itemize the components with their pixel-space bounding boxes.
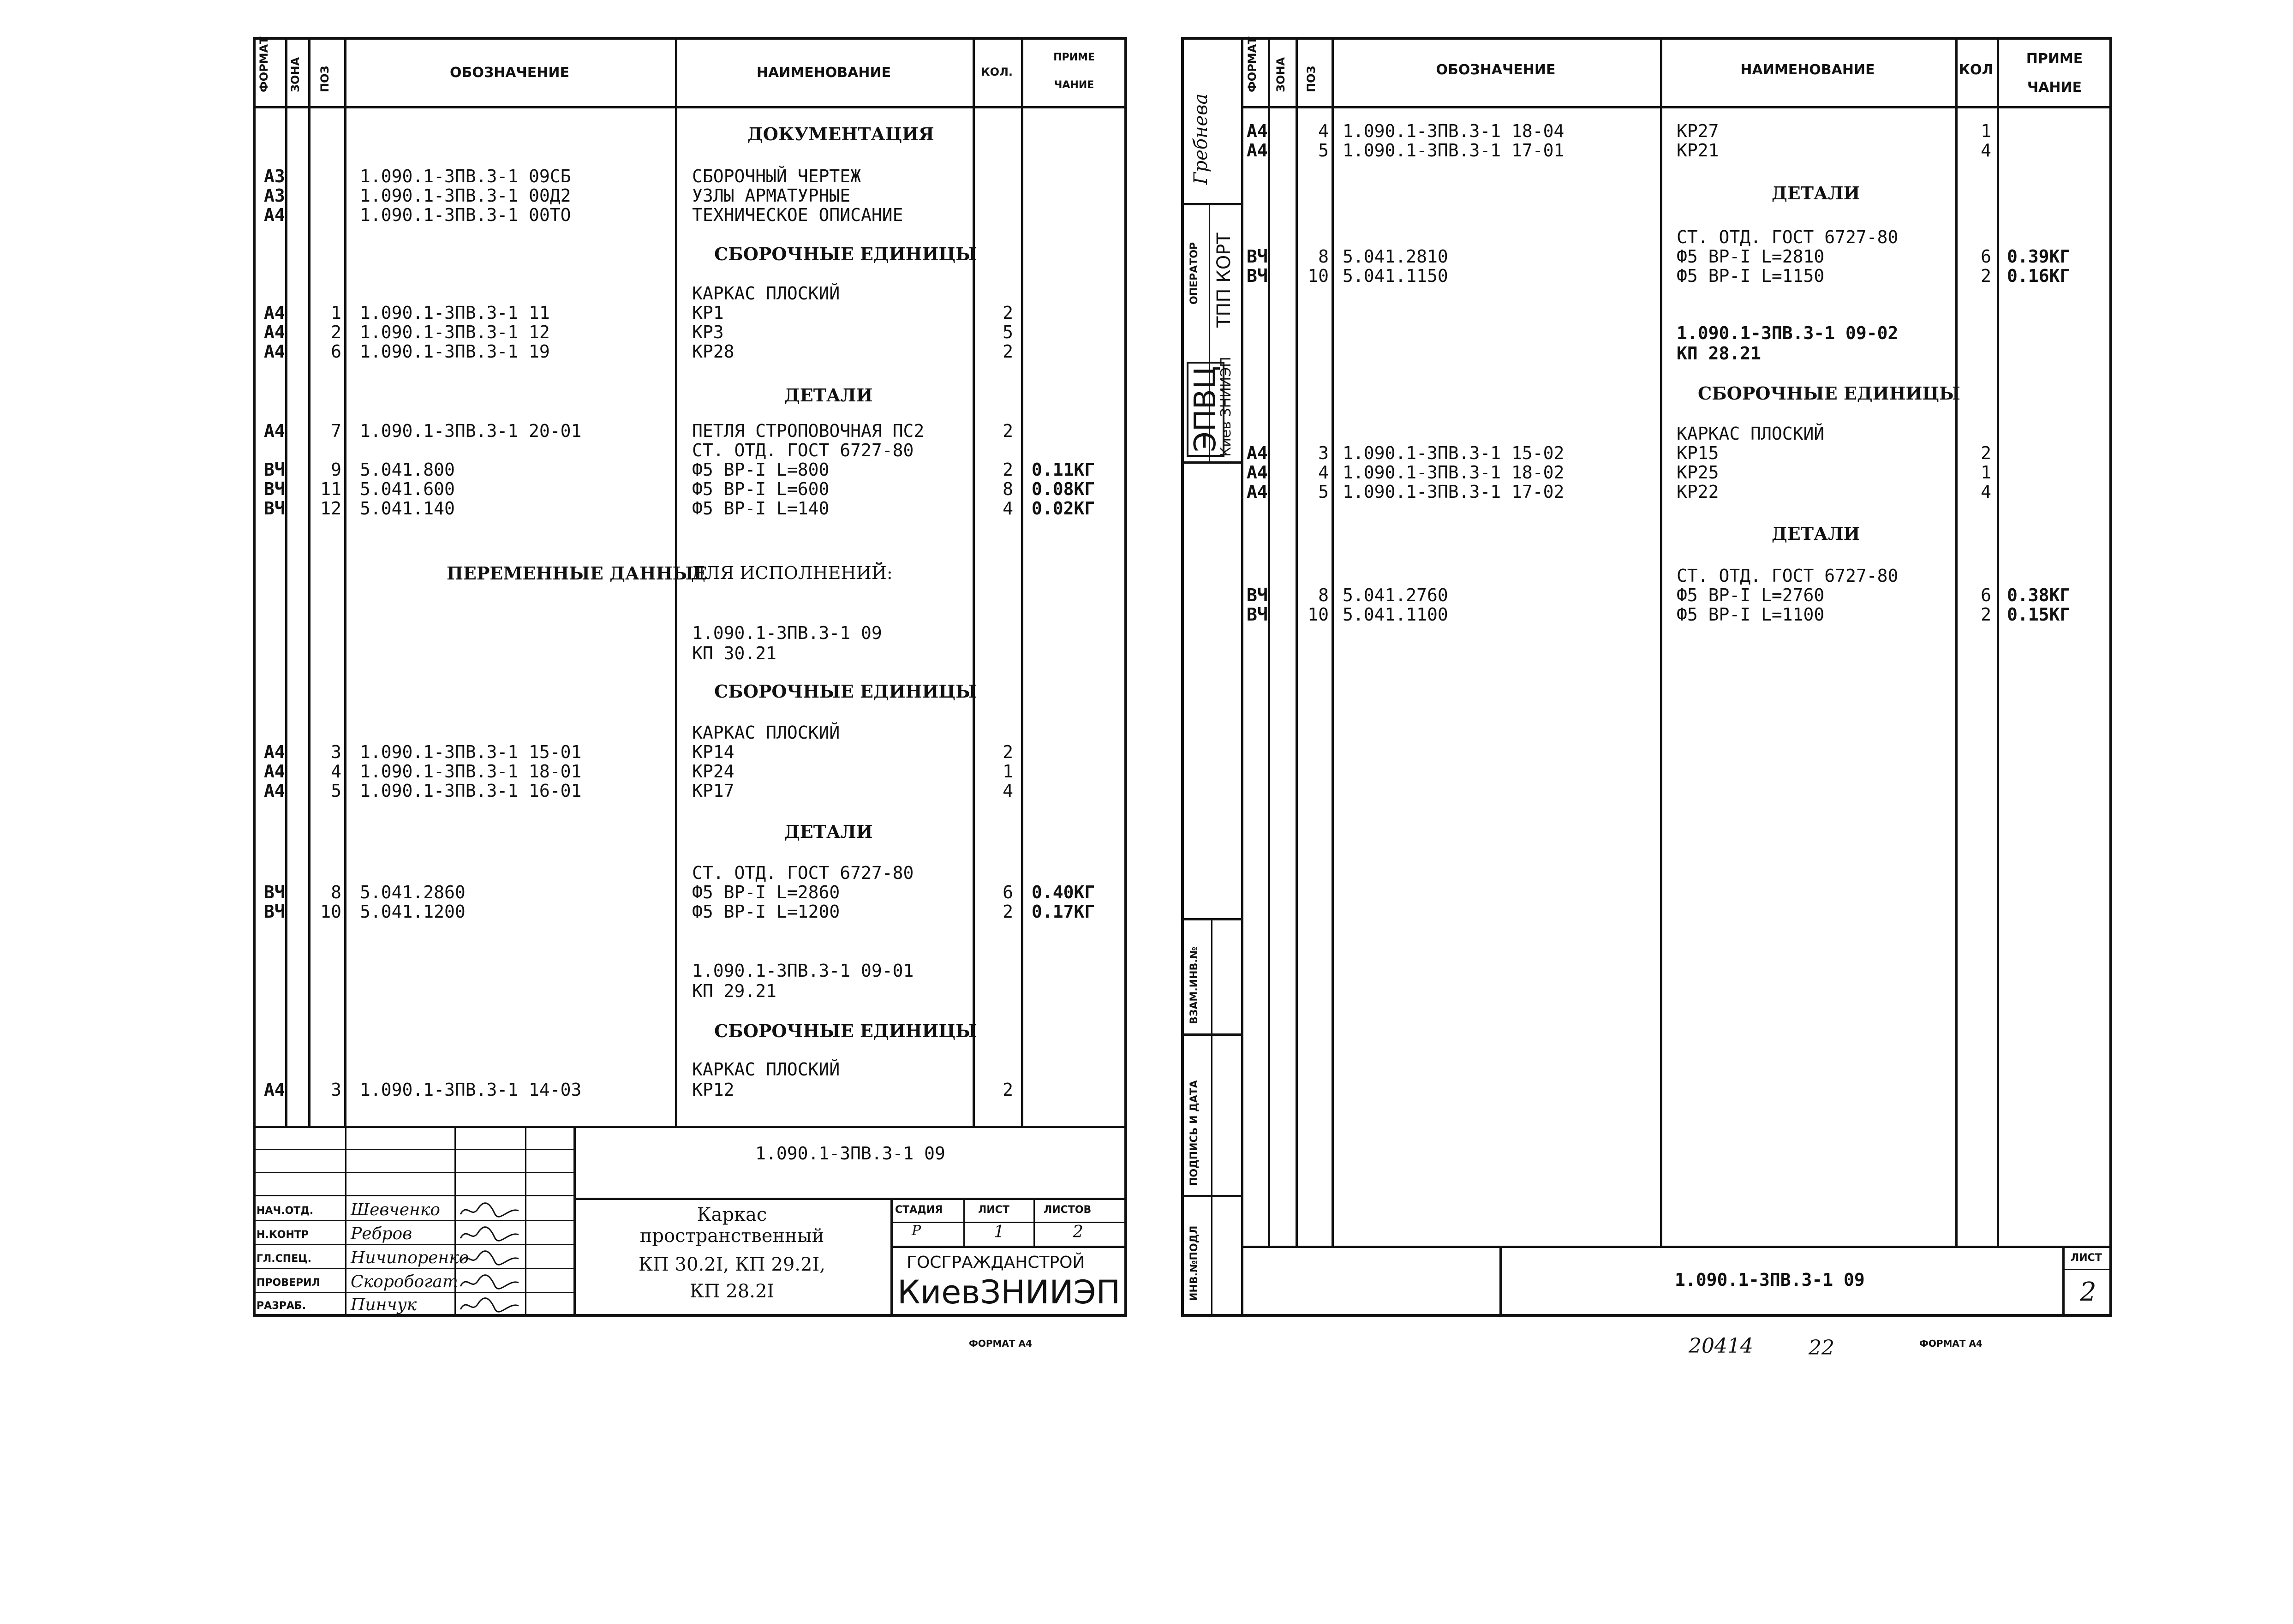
signature-scribble <box>458 1224 522 1245</box>
left-format-note: ФОРМАТ А4 <box>969 1338 1032 1349</box>
spec-format: А3 <box>264 185 285 206</box>
section-assembly-units-2: СБОРОЧНЫЕ ЕДИНИЦЫ <box>714 681 977 702</box>
spec-position: 5 <box>1318 482 1329 502</box>
sheet-label: ЛИСТ <box>978 1204 1009 1216</box>
spec-position: 10 <box>1308 604 1329 625</box>
spec-designation: 1.090.1-3ПВ.3-1 18-02 <box>1343 462 1564 483</box>
signature-scribble <box>458 1200 522 1221</box>
spec-name: Ф5 ВР-I L=1150 <box>1677 266 1825 286</box>
spec-designation: 1.090.1-3ПВ.3-1 20-01 <box>360 421 582 441</box>
right-format-note: ФОРМАТ А4 <box>1919 1338 1982 1349</box>
section-for-versions: ДЛЯ ИСПОЛНЕНИЙ: <box>691 563 893 583</box>
right-sheet-frame <box>1181 37 2112 1317</box>
r-section-assembly-units: СБОРОЧНЫЕ ЕДИНИЦЫ <box>1698 383 1960 404</box>
spec-name: Ф5 ВР-I L=2760 <box>1677 585 1825 605</box>
spec-name: ПЕТЛЯ СТРОПОВОЧНАЯ ПС2 <box>692 421 925 441</box>
signature-scribble <box>458 1296 522 1316</box>
spec-designation: 1.090.1-3ПВ.3-1 17-02 <box>1343 482 1564 502</box>
r-header-name: НАИМЕНОВАНИЕ <box>1740 62 1875 78</box>
spec-designation: 5.041.2810 <box>1343 246 1448 267</box>
spec-quantity: 6 <box>1003 882 1013 902</box>
r-section-details-2: ДЕТАЛИ <box>1772 523 1860 544</box>
title-line-2: пространственный <box>639 1225 824 1247</box>
spec-name: КР12 <box>692 1080 734 1100</box>
spec-position: 4 <box>1318 462 1329 483</box>
spec-quantity: 2 <box>1981 604 1991 625</box>
inv-orig-label: ИНВ.№ПОДЛ <box>1188 1225 1200 1301</box>
spec-position: 1 <box>331 303 341 323</box>
role-person: Ребров <box>351 1224 412 1243</box>
spec-format: А4 <box>264 341 285 362</box>
operator-name: Гребнева <box>1190 93 1212 185</box>
spec-note: 0.39КГ <box>2007 246 2071 267</box>
spec-format: ВЧ <box>264 460 285 480</box>
org-top: ГОСГРАЖДАНСТРОЙ <box>907 1253 1085 1272</box>
spec-quantity: 4 <box>1981 482 1991 502</box>
signature-scribble <box>458 1272 522 1293</box>
role-label: Н.КОНТР <box>257 1229 309 1241</box>
operator-label: ОПЕРАТОР <box>1188 242 1200 304</box>
spec-name: СБОРОЧНЫЙ ЧЕРТЕЖ <box>692 166 861 186</box>
spec-position: 8 <box>1318 585 1329 605</box>
header-zone: ЗОНА <box>289 57 302 92</box>
section-documentation: ДОКУМЕНТАЦИЯ <box>747 124 934 144</box>
spec-format: ВЧ <box>264 479 285 499</box>
r-header-designation: ОБОЗНАЧЕНИЕ <box>1436 62 1556 78</box>
spec-format: А3 <box>264 166 285 186</box>
spec-name: Ф5 ВР-I L=140 <box>692 498 830 519</box>
spec-designation: 1.090.1-3ПВ.3-1 19 <box>360 341 550 362</box>
spec-note: 0.38КГ <box>2007 585 2071 605</box>
spec-format: ВЧ <box>264 498 285 519</box>
section-assembly-units-3: СБОРОЧНЫЕ ЕДИНИЦЫ <box>714 1021 977 1041</box>
spec-name: КР24 <box>692 761 734 782</box>
spec-designation: 1.090.1-3ПВ.3-1 15-01 <box>360 742 582 762</box>
spec-name: Ф5 ВР-I L=1100 <box>1677 604 1825 625</box>
stamp-bottom: Киев ЗНИИЭП <box>1218 357 1234 457</box>
spec-designation: 1.090.1-3ПВ.3-1 17-01 <box>1343 140 1564 161</box>
spec-name: ТЕХНИЧЕСКОЕ ОПИСАНИЕ <box>692 205 903 225</box>
spec-quantity: 1 <box>1981 121 1991 141</box>
section-details-2: ДЕТАЛИ <box>784 821 873 842</box>
spec-format: А4 <box>264 421 285 441</box>
title-doc-code: 1.090.1-3ПВ.3-1 09 <box>755 1143 945 1164</box>
spec-quantity: 2 <box>1003 742 1013 762</box>
role-label: ПРОВЕРИЛ <box>257 1277 320 1289</box>
spec-name: СТ. ОТД. ГОСТ 6727-80 <box>692 440 914 460</box>
spec-quantity: 1 <box>1003 761 1013 782</box>
header-note-2: ЧАНИЕ <box>1054 79 1094 91</box>
spec-format: А4 <box>264 761 285 782</box>
spec-name: Ф5 ВР-I L=2810 <box>1677 246 1825 267</box>
spec-name: Ф5 ВР-I L=600 <box>692 479 830 499</box>
spec-note: 0.16КГ <box>2007 266 2071 286</box>
header-designation: ОБОЗНАЧЕНИЕ <box>450 65 569 81</box>
spec-designation: 1.090.1-3ПВ.3-1 00ТО <box>360 205 571 225</box>
spec-quantity: 2 <box>1003 902 1013 922</box>
spec-format: А4 <box>264 1080 285 1100</box>
spec-format: А4 <box>1247 443 1268 463</box>
header-qty: КОЛ. <box>980 66 1013 78</box>
spec-designation: 5.041.2860 <box>360 882 466 902</box>
spec-format: А4 <box>1247 121 1268 141</box>
spec-name: КР21 <box>1677 140 1719 161</box>
spec-position: 8 <box>1318 246 1329 267</box>
section-variable-data: ПЕРЕМЕННЫЕ ДАННЫЕ <box>447 563 707 584</box>
r-header-note-2: ЧАНИЕ <box>2027 79 2082 96</box>
spec-name: СТ. ОТД. ГОСТ 6727-80 <box>692 863 914 883</box>
stamp-top: ЭПВЦ <box>1187 362 1224 457</box>
spec-name: УЗЛЫ АРМАТУРНЫЕ <box>692 185 851 206</box>
spec-name: СТ. ОТД. ГОСТ 6727-80 <box>1677 566 1899 586</box>
spec-designation: 1.090.1-3ПВ.3-1 15-02 <box>1343 443 1564 463</box>
spec-name: КАРКАС ПЛОСКИЙ <box>692 1059 840 1080</box>
spec-format: А4 <box>264 781 285 801</box>
spec-position: 10 <box>320 902 341 922</box>
stage-value: Р <box>912 1223 921 1239</box>
spec-format: А4 <box>264 303 285 323</box>
spec-designation: 1.090.1-3ПВ.3-1 14-03 <box>360 1080 582 1100</box>
spec-designation: 1.090.1-3ПВ.3-1 18-04 <box>1343 121 1564 141</box>
spec-quantity: 2 <box>1003 1080 1013 1100</box>
inv-replace-label: ВЗАМ.ИНВ.№ <box>1188 946 1200 1024</box>
spec-format: А4 <box>264 205 285 225</box>
spec-name: КАРКАС ПЛОСКИЙ <box>692 722 840 743</box>
role-person: Пинчук <box>351 1296 417 1314</box>
r-header-format: ФОРМАТ <box>1246 36 1259 92</box>
spec-quantity: 4 <box>1981 140 1991 161</box>
header-pos: ПОЗ <box>318 66 331 92</box>
spec-name: КАРКАС ПЛОСКИЙ <box>1677 424 1825 444</box>
r-header-note-1: ПРИМЕ <box>2026 51 2083 67</box>
spec-designation: 5.041.140 <box>360 498 455 519</box>
spec-quantity: 2 <box>1003 421 1013 441</box>
spec-position: 11 <box>320 479 341 499</box>
spec-position: 4 <box>331 761 341 782</box>
spec-format: ВЧ <box>264 882 285 902</box>
sheet-value: 1 <box>994 1223 1004 1242</box>
spec-name: КР15 <box>1677 443 1719 463</box>
header-format: ФОРМАТ <box>257 36 270 92</box>
spec-name: КР14 <box>692 742 734 762</box>
spec-format: ВЧ <box>1247 246 1268 267</box>
r-header-pos: ПОЗ <box>1305 66 1318 92</box>
spec-name: Ф5 ВР-I L=2860 <box>692 882 840 902</box>
spec-quantity: 2 <box>1003 303 1013 323</box>
spec-name: КР1 <box>692 303 724 323</box>
spec-format: ВЧ <box>264 902 285 922</box>
left-sheet-frame <box>253 37 1127 1317</box>
spec-quantity: 1 <box>1981 462 1991 483</box>
spec-designation: 1.090.1-3ПВ.3-1 09СБ <box>360 166 571 186</box>
r-sheet-label: ЛИСТ <box>2071 1252 2102 1264</box>
spec-position: 9 <box>331 460 341 480</box>
header-note-1: ПРИМЕ <box>1053 52 1095 63</box>
spec-position: 7 <box>331 421 341 441</box>
spec-note: 0.02КГ <box>1032 498 1095 519</box>
spec-designation: 5.041.1150 <box>1343 266 1448 286</box>
spec-quantity: 5 <box>1003 322 1013 342</box>
stage-label: СТАДИЯ <box>895 1204 943 1216</box>
r-section-details: ДЕТАЛИ <box>1772 183 1860 203</box>
spec-name: КР28 <box>692 341 734 362</box>
spec-designation: 1.090.1-3ПВ.3-1 00Д2 <box>360 185 571 206</box>
spec-note: 0.15КГ <box>2007 604 2071 625</box>
spec-quantity: 2 <box>1003 460 1013 480</box>
spec-position: 12 <box>320 498 341 519</box>
title-line-3: КП 30.2I, КП 29.2I, <box>639 1254 825 1275</box>
spec-name: Ф5 ВР-I L=1200 <box>692 902 840 922</box>
sheets-label: ЛИСТОВ <box>1044 1204 1092 1216</box>
spec-designation: 1.090.1-3ПВ.3-1 16-01 <box>360 781 582 801</box>
role-person: Шевченко <box>351 1200 440 1219</box>
spec-designation: 5.041.800 <box>360 460 455 480</box>
spec-format: А4 <box>264 742 285 762</box>
spec-note: 0.08КГ <box>1032 479 1095 499</box>
r-sheet-value: 2 <box>2080 1277 2096 1307</box>
spec-quantity: 4 <box>1003 781 1013 801</box>
spec-format: А4 <box>1247 462 1268 483</box>
r-header-zone: ЗОНА <box>1274 57 1287 92</box>
spec-format: А4 <box>264 322 285 342</box>
spec-name: КР3 <box>692 322 724 342</box>
r-header-qty: КОЛ <box>1959 62 1994 78</box>
sheets-value: 2 <box>1073 1223 1083 1242</box>
spec-position: 4 <box>1318 121 1329 141</box>
section-details: ДЕТАЛИ <box>784 385 873 406</box>
spec-note: 0.11КГ <box>1032 460 1095 480</box>
page-number: 22 <box>1809 1336 1834 1360</box>
spec-quantity: 6 <box>1981 585 1991 605</box>
title-line-4: КП 28.2I <box>689 1281 775 1302</box>
sign-date-label: ПОДПИСЬ И ДАТА <box>1188 1080 1200 1186</box>
org-main: КиевЗНИИЭП <box>897 1273 1121 1311</box>
role-label: НАЧ.ОТД. <box>257 1205 314 1217</box>
spec-name: КР27 <box>1677 121 1719 141</box>
spec-designation: 5.041.1100 <box>1343 604 1448 625</box>
spec-quantity: 2 <box>1003 341 1013 362</box>
spec-name: КАРКАС ПЛОСКИЙ <box>692 283 840 304</box>
title-line-1: Каркас <box>697 1204 767 1225</box>
spec-position: 6 <box>331 341 341 362</box>
spec-name: КР22 <box>1677 482 1719 502</box>
spec-designation: 1.090.1-3ПВ.3-1 11 <box>360 303 550 323</box>
spec-quantity: 4 <box>1003 498 1013 519</box>
spec-position: 3 <box>1318 443 1329 463</box>
role-label: ГЛ.СПЕЦ. <box>257 1253 312 1265</box>
spec-position: 5 <box>1318 140 1329 161</box>
header-name: НАИМЕНОВАНИЕ <box>756 65 891 81</box>
spec-name: КР17 <box>692 781 734 801</box>
spec-designation: 5.041.600 <box>360 479 455 499</box>
role-person: Ничипоренко <box>351 1248 469 1267</box>
spec-designation: 5.041.1200 <box>360 902 466 922</box>
spec-position: 8 <box>331 882 341 902</box>
spec-quantity: 2 <box>1981 266 1991 286</box>
spec-note: 0.17КГ <box>1032 902 1095 922</box>
spec-position: 5 <box>331 781 341 801</box>
spec-designation: 1.090.1-3ПВ.3-1 18-01 <box>360 761 582 782</box>
archive-number: 20414 <box>1689 1334 1753 1358</box>
spec-position: 2 <box>331 322 341 342</box>
spec-quantity: 8 <box>1003 479 1013 499</box>
spec-format: ВЧ <box>1247 266 1268 286</box>
spec-name: СТ. ОТД. ГОСТ 6727-80 <box>1677 227 1899 247</box>
spec-position: 10 <box>1308 266 1329 286</box>
tpp-label: ТПП КОРТ <box>1213 233 1235 328</box>
role-person: Скоробогат <box>351 1272 458 1291</box>
spec-position: 3 <box>331 1080 341 1100</box>
role-label: РАЗРАБ. <box>257 1300 306 1312</box>
spec-position: 3 <box>331 742 341 762</box>
section-assembly-units: СБОРОЧНЫЕ ЕДИНИЦЫ <box>714 244 977 264</box>
spec-note: 0.40КГ <box>1032 882 1095 902</box>
spec-designation: 5.041.2760 <box>1343 585 1448 605</box>
spec-name: КР25 <box>1677 462 1719 483</box>
spec-quantity: 6 <box>1981 246 1991 267</box>
spec-format: А4 <box>1247 140 1268 161</box>
spec-quantity: 2 <box>1981 443 1991 463</box>
signature-scribble <box>458 1248 522 1269</box>
spec-format: ВЧ <box>1247 604 1268 625</box>
spec-designation: 1.090.1-3ПВ.3-1 12 <box>360 322 550 342</box>
spec-format: ВЧ <box>1247 585 1268 605</box>
spec-name: Ф5 ВР-I L=800 <box>692 460 830 480</box>
spec-format: А4 <box>1247 482 1268 502</box>
